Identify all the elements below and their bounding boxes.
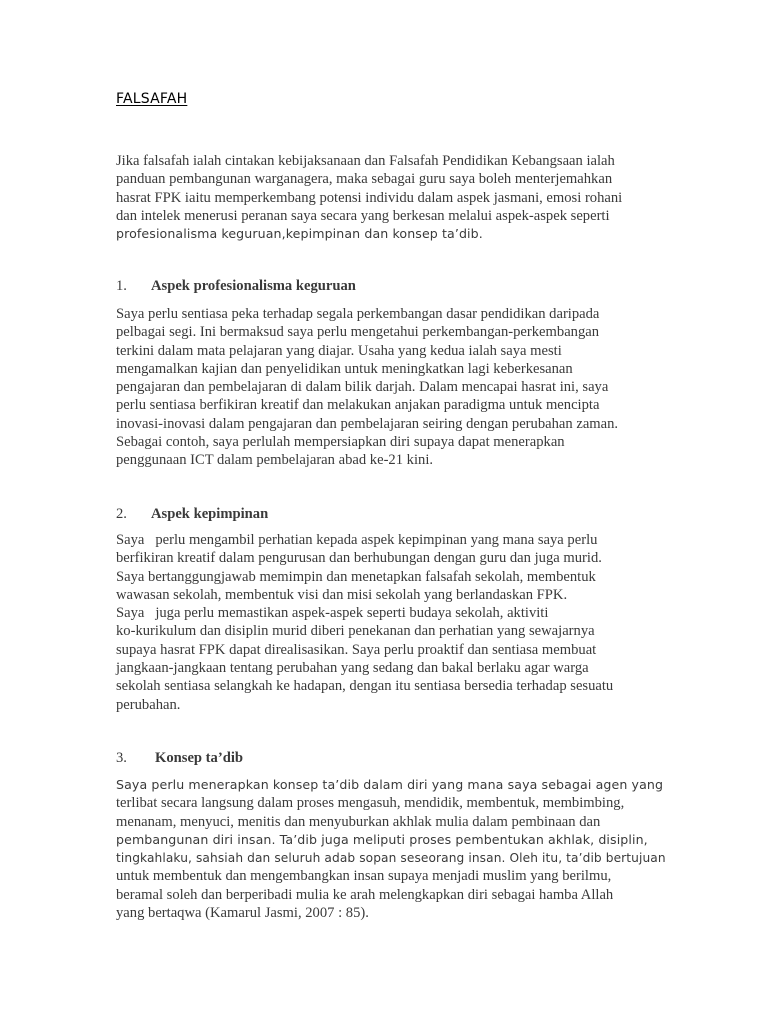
paragraph-line: inovasi-inovasi dalam pengajaran dan pembelajaran seiring dengan perubahan zaman. [116,415,619,432]
paragraph-line: Saya bertanggungjawab memimpin dan menetapkan falsafah sekolah, membentuk [116,568,596,585]
intro-paragraph [116,152,676,243]
paragraph-line: menanam, menyuci, menitis dan menyuburkan akhlak mulia dalam pembinaan dan [116,813,601,830]
section-heading-profesionalisma [116,277,356,295]
section-number: 2. [116,506,127,522]
paragraph-line: ko-kurikulum dan disiplin murid diberi penekanan dan perhatian yang sewajarnya [116,623,595,640]
paragraph-line: penggunaan ICT dalam pembelajaran abad ke-21 kini. [116,452,434,469]
paragraph-line: terkini dalam mata pelajaran yang diajar. Usaha yang kedua ialah saya mesti [116,342,562,359]
paragraph-line: perlu sentiasa berfikiran kreatif dan melakukan anjakan paradigma untuk mencipta [116,397,600,414]
section-title: Aspek kepimpinan [151,506,269,522]
paragraph-line: supaya hasrat FPK dapat direalisasikan. Saya perlu proaktif dan sentiasa membuat [116,641,597,658]
section-paragraph-kepimpinan [116,531,676,714]
paragraph-line: Saya perlu mengambil perhatian kepada aspek kepimpinan yang mana saya perlu [116,532,598,548]
intro-line: hasrat FPK iaitu memperkembang potensi individu dalam aspek jasmani, emosi rohani [116,189,623,206]
paragraph-line: sekolah sentiasa selangkah ke hadapan, dengan itu sentiasa bersedia terhadap sesuatu [116,678,614,695]
section-heading-kepimpinan [116,505,268,523]
paragraph-line: beramal soleh dan berperibadi mulia ke arah melengkapkan diri sebagai hamba Allah [116,886,614,903]
intro-line: Jika falsafah ialah cintakan kebijaksanaan dan Falsafah Pendidikan Kebangsaan ialah [116,153,615,169]
paragraph-line: jangkaan-jangkaan tentang perubahan yang sedang dan bakal berlaku agar warga [116,660,589,677]
paragraph-line: yang bertaqwa (Kamarul Jasmi, 2007 : 85). [116,905,369,922]
paragraph-line: untuk membentuk dan mengembangkan insan supaya menjadi muslim yang berilmu, [116,868,612,885]
section-paragraph-tadib [116,776,676,922]
section-title: Konsep ta’dib [155,750,243,766]
paragraph-line: wawasan sekolah, membentuk visi dan misi sekolah yang berlandaskan FPK. [116,586,568,603]
paragraph-line: terlibat secara langsung dalam proses mengasuh, mendidik, membentuk, membimbing, [116,795,625,812]
document-title: FALSAFAH [116,91,188,107]
paragraph-line: Saya perlu sentiasa peka terhadap segala perkembangan dasar pendidikan daripada [116,306,600,322]
paragraph-line: tingkahlaku, sahsiah dan seluruh adab sopan seseorang insan. Oleh itu, ta’dib bertujuan [116,851,666,866]
paragraph-line: Saya perlu menerapkan konsep ta’dib dalam diri yang mana saya sebagai agen yang [116,777,664,792]
section-number: 1. [116,278,127,294]
intro-line: profesionalisma keguruan,kepimpinan dan konsep ta’dib. [116,226,483,242]
section-number: 3. [116,750,127,766]
intro-line: dan intelek menerusi peranan saya secara yang berkesan melalui aspek-aspek seperti [116,207,610,224]
paragraph-line: Saya juga perlu memastikan aspek-aspek seperti budaya sekolah, aktiviti [116,605,549,622]
paragraph-line: mengamalkan kajian dan penyelidikan untuk meningkatkan lagi keberkesanan [116,360,573,377]
paragraph-line: berfikiran kreatif dalam pengurusan dan berhubungan dengan guru dan juga murid. [116,550,602,567]
paragraph-line: perubahan. [116,696,181,713]
section-paragraph-profesionalisma [116,305,676,470]
section-title: Aspek profesionalisma keguruan [151,278,356,294]
paragraph-line: Sebagai contoh, saya perlulah mempersiapkan diri supaya dapat menerapkan [116,434,565,451]
paragraph-line: pengajaran dan pembelajaran di dalam bilik darjah. Dalam mencapai hasrat ini, saya [116,379,609,396]
section-heading-tadib [116,749,243,767]
intro-line: panduan pembangunan warganagera, maka sebagai guru saya boleh menterjemahkan [116,171,613,188]
paragraph-line: pelbagai segi. Ini bermaksud saya perlu mengetahui perkembangan-perkembangan [116,324,600,341]
paragraph-line: pembangunan diri insan. Ta’dib juga meliputi proses pembentukan akhlak, disiplin, [116,831,648,847]
